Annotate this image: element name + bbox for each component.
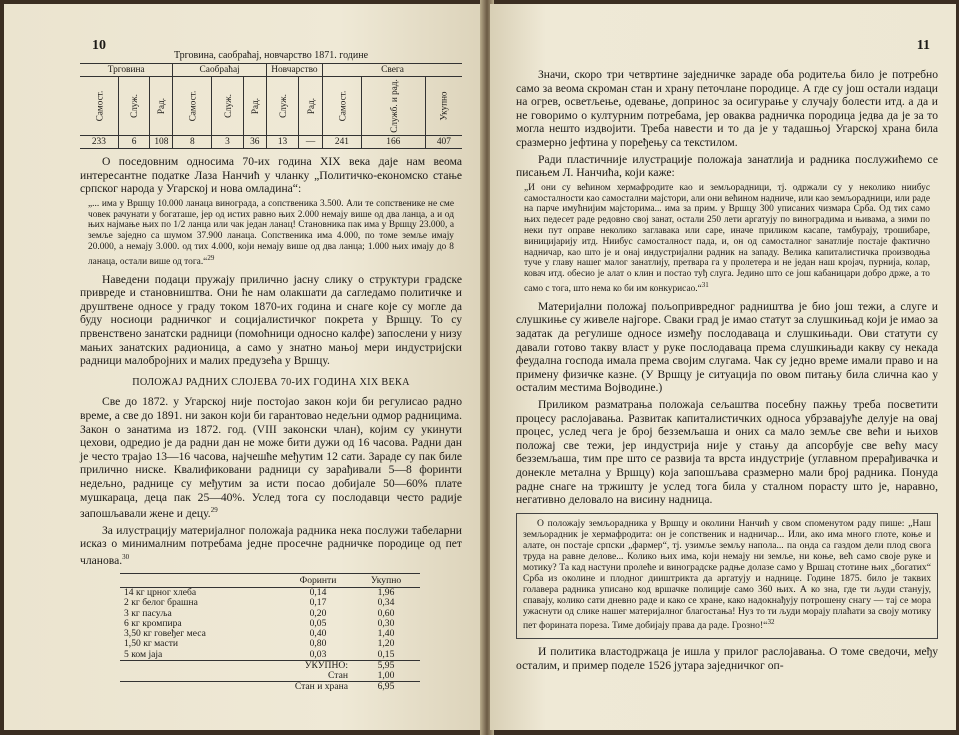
paragraph: О поседовним односима 70-их година XIX века даје нам веома интересантне податке Лаза Нанчић у чланку „Политичко-економско стање српског народа у Угарској и нова омладина“: xyxy=(80,155,462,196)
table-column-header: Служ. xyxy=(212,77,244,136)
footnote-ref: 30 xyxy=(122,552,130,561)
table-group-finance: Новчарство xyxy=(266,64,322,77)
table-row: 3 кг пасуља 0,20 0,60 xyxy=(124,607,395,619)
table-column-header: Служ. xyxy=(118,77,150,136)
table-row: 5 ком јаја 0,03 0,15 xyxy=(124,648,395,660)
paragraph: Приликом разматрања положаја сељаштва посебну пажњу треба посветити процесу раслојавања. Развитак капиталистичких односа убрзавајуће делује на овај процес, услед чега је број безземљаша и оних са мало земље све већи и њихов положај све тежи, јер индустрија није у стању да апсорбује све већу масу безземљаша, тим пре што се развија та врста индустрије (углавном прерађивачка и донекле метална у Вршцу) која запошљава сразмерно мали број радника. Понуда радне снаге на тржишту је услед тога била у сталном порасту што је, наравно, негативно деловало на висину надница. xyxy=(516,398,938,507)
table-cell: 3 xyxy=(212,136,244,149)
left-page-number: 10 xyxy=(92,38,106,53)
table-column-header: Рад. xyxy=(243,77,266,136)
employment-table xyxy=(80,63,462,149)
table-column-header: Рад. xyxy=(150,77,173,136)
paragraph: Значи, скоро три четвртине заједничке зараде оба родитеља било је потребно само за веома скроман стан и храну петочлане породице. А где су још остали издаци на огрев, осветљење, одевање, допринос за осигурање у случају болести итд. а да и не говоримо о културним потребама, јер оваква радничка породица једва да је за то могла нешто издвојити. Треба навести и то да је у тадашњој Угарској храна била сразмерно јефтина у поређењу са текстилом. xyxy=(516,68,938,149)
table-grand-total-row: Стан и храна 6,95 xyxy=(120,682,420,693)
table-cell: 6 xyxy=(118,136,150,149)
footnote-ref: 31 xyxy=(701,280,709,289)
table-cell: 8 xyxy=(173,136,212,149)
table-column-header: Самост. xyxy=(80,77,118,136)
boxed-excerpt: О положају земљорадника у Вршцу и околини Нанчић у свом споменутом раду пише: „Наш земљорадник је хермафродита: он је сопственик и надничар... Или, ако има много глоте, коње и алате, он постаје српски „фармер“, тј. узимље земљу напола... па онда са газдом дели плод свога труда на равне делове... Колико њих има, који немају ни земље, ни коње, већ само своје руке и мотику? Та кад настуни пролеће и виноградске радње долазе само у Вршац стотине њих „богатих“ Срба из околине и плодног дииштрикта да аргатују и наднице. Године 1875. било је таквих голаверa радника уписано код вршачке полиције само 360 њих. А ко зна, где ти људи станују, спавају, колико сати дневно раде и како се хране, како надокнађују потрошену снагу — тај се мора ужаснути од слике нашег материјалног благостања! Нуз то ти људи морају плаћати за своју мотику пет форината пореза. Тиме добијају права да раде. Грозно!“$^{32}$ xyxy=(516,513,938,639)
table-row: 14 кг црног хлеба 0,14 1,96 xyxy=(124,587,395,599)
table-group-transport: Саобраћај xyxy=(173,64,266,77)
table-column-header: Самост. xyxy=(323,77,362,136)
table-cell: 166 xyxy=(361,136,425,149)
table-column-header: Укупно xyxy=(352,574,420,588)
table-row: 2 кг белог брашна 0,17 0,34 xyxy=(124,597,395,609)
table-column-header: Рад. xyxy=(299,77,323,136)
footnote-ref: 29 xyxy=(207,253,215,262)
quotation: „... има у Вршцу 10.000 ланаца винограда, а сопственика 3.500. Али те сопственике не сме човек рачунати у богаташе, јер од истих равно њих 2.000 немају више од два ланца, а и од њих најмање њих по 1/2 ланца или чак један ланац! Становника пак има у Вршцу 23.000, а земље заједно са шумом 37.900 ланаца. Сопственика има 4.000, по томе земље имају 20.000, а немају 3.000. од тих 4.000, који немају више од два ланца; 1.000 њих имају до 8 ланаца, остали више од тога.“$^{29}$ xyxy=(88,198,454,267)
table-column-header: Служ. xyxy=(266,77,298,136)
paragraph: Све до 1872. у Угарској није постојао закон који би регулисао радно време, а све до 1891. ни закон који би гарантовао недељни одмор радницима. Закон о занатима из 1872. год. (VIII законски члан), којим су укинути цехови, одредио је да радни дан не може бити дужи од 16 часова. Радни дан је често трајао 13—16 часова, најчешће међутим 12 сати. Зараде су пак биле прилично ниске. Квалификовани радници су зарађивали 5—8 форинти недељно, раднице су међутим за исти посао добијале 50—60% плате мушкараца, деца пак 25—40%. Услед тога су послодавци често радије запошљавали жене и децу.$^{29}$ xyxy=(80,395,462,521)
table-cell: 13 xyxy=(266,136,298,149)
table-cell: 233 xyxy=(80,136,118,149)
table-caption: Трговина, саобраћај, новчарство 1871. године xyxy=(173,50,369,61)
table-row: 6 кг кромпира 0,05 0,30 xyxy=(124,617,395,629)
table-row xyxy=(80,136,462,149)
paragraph: И политика властодржаца је ишла у прилог раслојавања. О томе сведочи, међу осталим, и пример поделе 1526 јутара заједничког оп- xyxy=(516,644,938,672)
footnote-ref: 29 xyxy=(210,506,218,515)
section-heading: ПОЛОЖАЈ РАДНИХ СЛОЈЕВА 70-ИХ ГОДИНА XIX ВЕКА xyxy=(132,376,410,388)
table-cell: 407 xyxy=(425,136,462,149)
table-column-header: Укупно xyxy=(425,77,462,136)
footnote-ref: 32 xyxy=(767,617,775,626)
paragraph: За илустрацију материјалног положаја радника нека послужи табеларни исказ о минималним потребама једне просечне радничке породице од пет чланова.$^{30}$ xyxy=(80,523,462,567)
paragraph: Материјални положај пољопривредног радништва је био још тежи, а слуге и слушкиње су живеле најгоре. Сваки град је имао статут за слушкињад који је имао за задатак да регулише односе између послодаваца и слушкињади. Ови статути су давали готово такву власт у руке послодаваца према слушкињади какву су некада феудална господа имала према својим слугама. Чак су једно време имали право и на примену физичке казне. (У Вршцу је ситуација по овом питању била слична као у осталим местима Војводине.) xyxy=(516,299,938,395)
table-column-header: Служб. и рад. xyxy=(361,77,425,136)
table-column-header: Форинти xyxy=(284,574,352,588)
right-page-number: 11 xyxy=(916,38,930,53)
table-cell: 241 xyxy=(323,136,362,149)
table-cell: 36 xyxy=(243,136,266,149)
table-rent-row: Стан 1,00 xyxy=(328,669,395,681)
household-budget-table xyxy=(120,573,420,692)
table-group-total: Свега xyxy=(323,64,463,77)
paragraph: Наведени подаци пружају прилично јасну слику о структури градске привреде и становништва. Они ће нам олакшати да сагледамо политичке и друштвене односе у граду током 1870-их година и снаге које су могле да буду носиоци радничког и социјалистичког покрета у Вршцу. То су првенствено занатски радници (помоћници односно калфе) запослени у низу мањих занатских радионица, а само у знатно мањој мери индустријски радници малобројних и малих предузећа у Вршцу. xyxy=(80,272,462,368)
table-cell: 108 xyxy=(150,136,173,149)
table-row: 1,50 кг масти 0,80 1,20 xyxy=(124,638,395,650)
table-cell: — xyxy=(299,136,323,149)
right-page xyxy=(490,4,956,730)
table-row: 3,50 кг говеђег меса 0,40 1,40 xyxy=(124,628,395,640)
paragraph: Ради пластичније илустрације положаја занатлија и радника послужићемо се писањем Л. Нанчића, који каже: xyxy=(516,152,938,180)
table-group-trade: Трговина xyxy=(80,64,173,77)
table-sum-row: УКУПНО: 5,95 xyxy=(120,660,420,671)
quotation: „И они су већином хермафродите као и земљорадници, тј. одржали су у неколико ниибус самосталности као самостални мајстори, али они већином надниче, или као земљорадници, или раде на парче имућнијим мајсторима... има за прим. у Вршцу 300 уписаних чизмара Срба. Од тих само њих педесет раде редовно свој занат, остали 250 лети аргатују по виноградима и њивама, а зими по неки пут оправе неколико заглавака или саре, иначе приликом касапе, тамбурају, трошибаре, виницијарију итд. Ниибус самосталност пада, и, он од самосталног занатлије постаје фактично надничар, као што је и онај индустријални радник на западу. Велика капиталистичка производња туче у главу нашег малог занатлију, претвара га у пролетера и не један наш кројач, пурнија, колар, ковач итд. обесио је алат о клин и постао туђ слуга. Једино што се још кабаницари добро држе, а то само с тога, што нема ко би им конкурисао.“$^{31}$ xyxy=(524,182,930,295)
table-column-header: Самост. xyxy=(173,77,212,136)
left-page xyxy=(4,4,484,730)
